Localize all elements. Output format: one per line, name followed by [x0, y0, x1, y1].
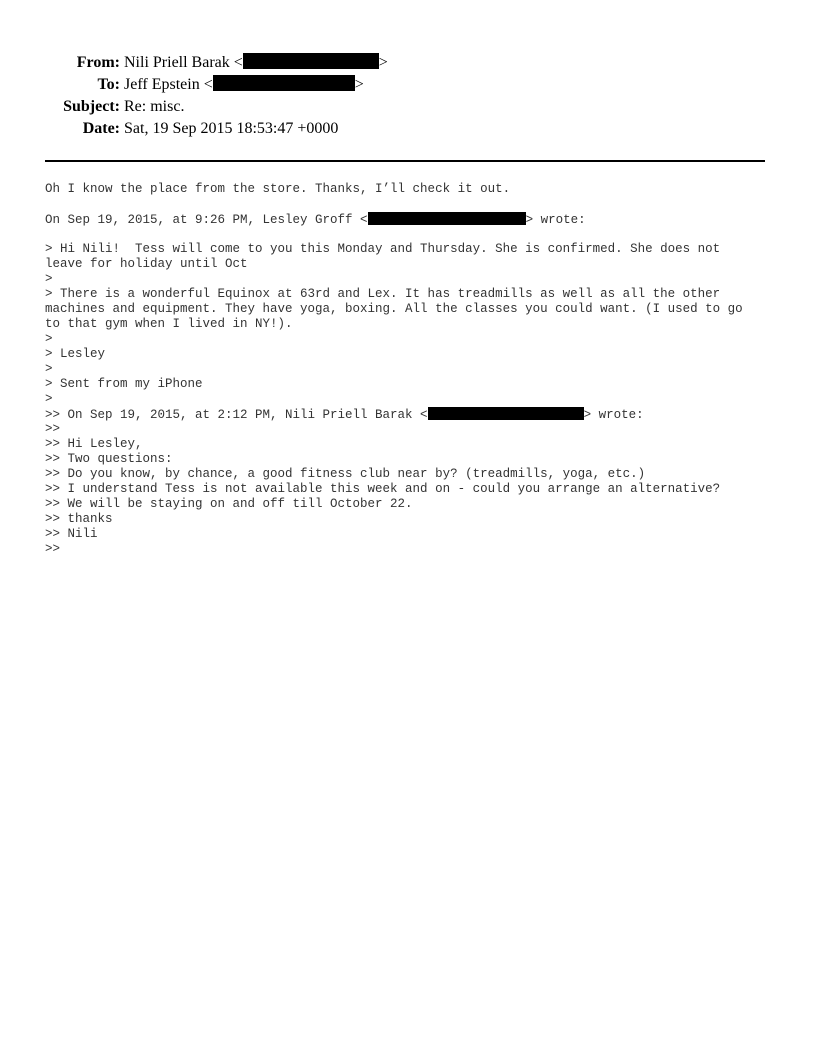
quote-line: >> I understand Tess is not available this week and on - could you arrange an alternative? [45, 482, 721, 496]
quote-line: >> Nili [45, 527, 98, 541]
quote-line: > [45, 362, 53, 376]
attribution-text: On Sep 19, 2015, at 9:26 PM, Lesley Groff < [45, 213, 368, 227]
quote-line: > [45, 392, 53, 406]
reply-text: Oh I know the place from the store. Thanks, I’ll check it out. [45, 182, 511, 196]
date-value: Sat, 19 Sep 2015 18:53:47 +0000 [124, 120, 339, 137]
quote-line: >> Two questions: [45, 452, 173, 466]
quote-line: > Sent from my iPhone [45, 377, 203, 391]
redaction-block [428, 407, 584, 420]
quote-line: leave for holiday until Oct [45, 257, 248, 271]
from-row [0, 52, 816, 74]
header-divider [45, 160, 765, 162]
quote-line: to that gym when I lived in NY!). [45, 317, 293, 331]
from-value [124, 52, 388, 74]
to-row [0, 74, 816, 96]
quote-line: >> [45, 422, 61, 436]
subject-row [0, 96, 816, 118]
to-value [124, 74, 364, 96]
quote-line: > Hi Nili! Tess will come to you this Monday and Thursday. She is confirmed. She does not [45, 242, 721, 256]
to-label: To: [97, 76, 120, 93]
date-row [0, 118, 816, 140]
blank-line [45, 197, 775, 212]
attribution-line [45, 407, 775, 422]
quote-line: >> [45, 542, 61, 556]
attribution-text: > wrote: [525, 213, 586, 227]
quote-line: >> Do you know, by chance, a good fitness club near by? (treadmills, yoga, etc.) [45, 467, 646, 481]
date-label: Date: [82, 120, 120, 137]
subject-label: Subject: [63, 98, 120, 115]
quote-line: > There is a wonderful Equinox at 63rd and Lex. It has treadmills as well as all the other [45, 287, 721, 301]
redaction-block [213, 75, 355, 91]
quote-line: machines and equipment. They have yoga, boxing. All the classes you could want. (I used to go [45, 302, 743, 316]
quote-line: > Lesley [45, 347, 106, 361]
quote-line: >> Hi Lesley, [45, 437, 143, 451]
attribution-line [45, 212, 775, 227]
quote-line: >> thanks [45, 512, 113, 526]
quote-line: >> We will be staying on and off till October 22. [45, 497, 413, 511]
email-body [45, 182, 775, 557]
from-name: Nili Priell Barak < [124, 54, 243, 71]
quote-line: > [45, 272, 53, 286]
attribution-text: > wrote: [583, 408, 644, 422]
to-name: Jeff Epstein < [124, 76, 213, 93]
to-close: > [354, 76, 364, 93]
redaction-block [368, 212, 526, 225]
email-header [0, 52, 816, 140]
blank-line [45, 227, 775, 242]
attribution-text: >> On Sep 19, 2015, at 2:12 PM, Nili Priell Barak < [45, 408, 428, 422]
from-label: From: [76, 54, 120, 71]
redaction-block [243, 53, 379, 69]
subject-value: Re: misc. [124, 98, 185, 115]
from-close: > [378, 54, 388, 71]
quote-line: > [45, 332, 53, 346]
